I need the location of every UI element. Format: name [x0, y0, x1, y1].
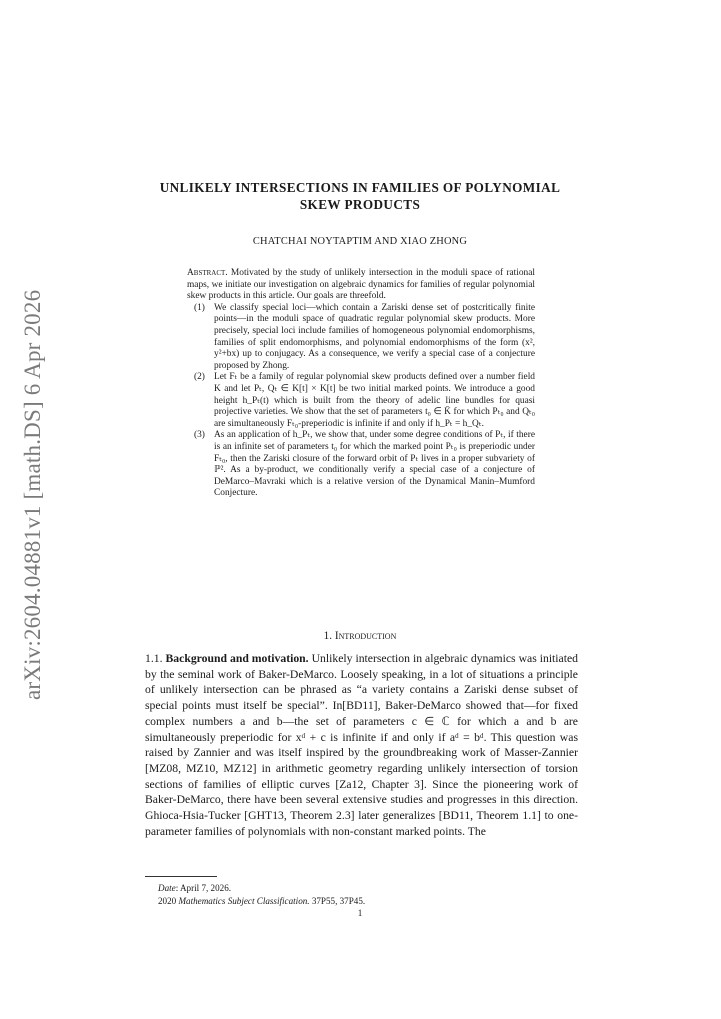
footnote-rule	[145, 876, 217, 877]
abstract-goals-list	[187, 303, 535, 500]
abstract-intro-paragraph	[187, 268, 535, 303]
goal-text: We classify special loci—which contain a Zariski dense set of postcritically finite points—in the moduli space of quadratic regular polynomial skew products. More precisely, special loci include families of homogeneous polynomial endomorphisms, families of split endomorphisms, and polynomial endomorphisms of the form (x², y²+bx) up to conjugacy. As a consequence, we verify a special case of a conjecture proposed by Zhong.	[214, 302, 535, 371]
goal-number: (3)	[194, 430, 205, 441]
msc-label: Mathematics Subject Classification.	[178, 896, 310, 907]
section-number: 1.	[323, 630, 333, 642]
page-number: 1	[357, 908, 363, 918]
abstract-goal-item	[187, 372, 535, 430]
goal-text: As an application of h_Pₜ, we show that, under some degree conditions of Pₜ, if there is an infinite set of parameters t₀ for which the marked point Pₜ₀ is preperiodic under Fₜ₀, then the Zariski closure of the forward orbit of Pₜ lives in a proper subvariety of ℙ². As a by-product, we conditionally verify a special case of a conjecture of DeMarco–Mavraki which is a relative version of the Dynamical Manin–Mumford Conjecture.	[214, 430, 535, 499]
footnotes	[158, 882, 578, 909]
goal-number: (2)	[194, 372, 205, 383]
date-label: Date	[158, 883, 176, 893]
section-heading	[145, 630, 575, 642]
abstract-intro: Motivated by the study of unlikely intersection in the moduli space of rational maps, we initiate our investigation on algebraic dynamics for families of regular polynomial skew products in this article. Our goals are threefold.	[187, 268, 535, 302]
goal-text: Let Fₜ be a family of regular polynomial skew products defined over a number field K and let Pₜ, Qₜ ∈ K[t] × K[t] be two initial marked points. We introduce a good height h_Pₜ(t) which is built from the theory of adelic line bundles for quasi projective varieties. We show that the set of parameters t₀ ∈ K̄ for which Pₜ₀ and Qₜ₀ are simultaneously Fₜ₀-preperiodic is infinite if and only if h_Pₜ = h_Qₜ.	[214, 372, 535, 429]
abstract-heading: Abstract.	[187, 268, 228, 278]
section-name: Introduction	[334, 630, 397, 642]
abstract-goal-item	[187, 430, 535, 500]
subsection-title: Background and motivation.	[165, 652, 309, 665]
date-value: : April 7, 2026.	[175, 883, 232, 893]
msc-value: 37P55, 37P45.	[309, 896, 366, 907]
intro-paragraph	[145, 651, 578, 839]
goal-number: (1)	[194, 302, 205, 313]
subsection-number: 1.1.	[145, 652, 163, 665]
paragraph-text: Unlikely intersection in algebraic dynamics was initiated by the seminal work of Baker-DeMarco. Loosely speaking, in a lot of situations a principle of unlikely intersection can be phrased as “a variety contains a Zariski dense subset of special points must itself be special”. In[BD11], Baker-DeMarco showed that—for fixed complex numbers a and b—the set of parameters c ∈ ℂ for which a and b are simultaneously preperiodic for xᵈ + c is infinite if and only if aᵈ = bᵈ. This question was raised by Zannier and was itself inspired by the groundbreaking work of Masser-Zannier [MZ08, MZ10, MZ12] in arithmetic geometry regarding unlikely intersection of torsion sections of families of elliptic curves [Za12, Chapter 3]. Since the pioneering work of Baker-DeMarco, there have been several extensive studies and progresses in this direction. Ghioca-Hsia-Tucker [GHT13, Theorem 2.3] later generalizes [BD11, Theorem 1.1] to one-parameter families of polynomials with non-constant marked points. The	[145, 652, 579, 838]
paper-authors: CHATCHAI NOYTAPTIM AND XIAO ZHONG	[252, 236, 468, 247]
footnote-date	[158, 882, 578, 895]
msc-year: 2020	[158, 896, 179, 907]
abstract-goal-item	[187, 303, 535, 373]
abstract	[187, 268, 535, 500]
arxiv-identifier[interactable]: arXiv:2604.04881v1 [math.DS] 6 Apr 2026	[20, 289, 45, 700]
paper-title: UNLIKELY INTERSECTIONS IN FAMILIES OF POLYNOMIAL SKEW PRODUCTS	[159, 180, 561, 212]
footnote-msc	[158, 895, 578, 908]
